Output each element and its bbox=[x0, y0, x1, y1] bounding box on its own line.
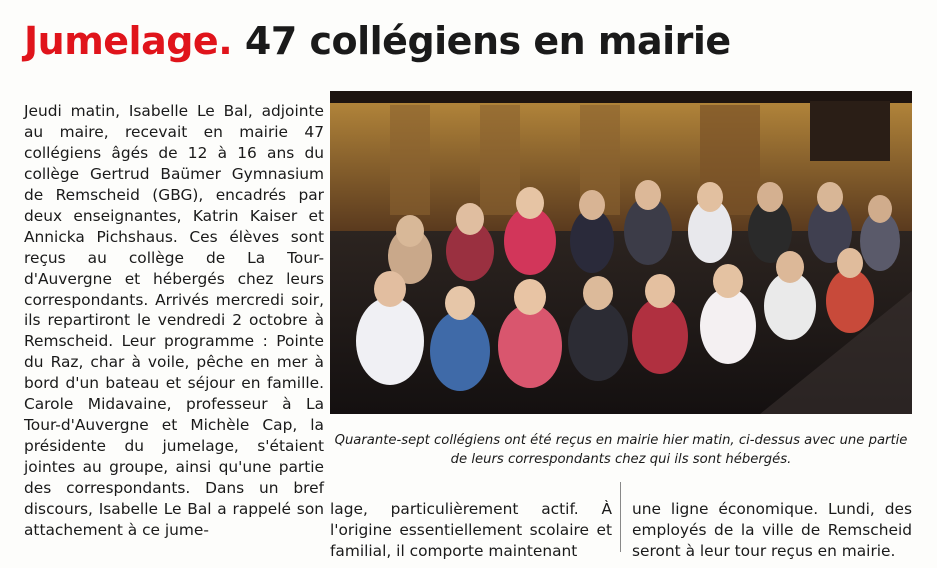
article-body-left-column: Jeudi matin, Isabelle Le Bal, adjointe au maire, recevait en mairie 47 collégiens âgés de 12 à 16 ans du collège Gertrud Baümer Gymnasium de Remscheid (GBG), encadrés par deux enseignantes, Katrin Kaiser et Annicka Pichshaus. Ces élèves sont reçus au collège de La Tour-d'Auvergne et hébergés chez leurs correspondants. Arrivés mercredi soir, ils repartiront le vendredi 2 octobre à Remscheid. Leur programme : Pointe du Raz, char à voile, pêche en mer à bord d'un bateau et séjour en famille. Carole Midavaine, professeur à La Tour-d'Auvergne et Michèle Cap, la présidente du jumelage, s'étaient jointes au groupe, ainsi qu'une partie des correspondants. Dans un bref discours, Isabelle Le Bal a rappelé son attachement à ce jume- bbox=[24, 102, 324, 539]
headline-title: 47 collégiens en mairie bbox=[244, 19, 731, 63]
headline bbox=[24, 19, 731, 63]
photo-caption: Quarante-sept collégiens ont été reçus en mairie hier matin, ci-dessus avec une partie de leurs correspondants chez qui ils sont hébergés. bbox=[334, 433, 908, 468]
group-photo bbox=[330, 91, 912, 414]
article-body-right-column: une ligne économique. Lundi, des employés de la ville de Remscheid seront à leur tour reçus en mairie. bbox=[632, 500, 912, 561]
column-divider bbox=[620, 482, 621, 552]
article-body-middle-column: lage, particulièrement actif. À l'origine essentiellement scolaire et familial, il comporte maintenant bbox=[330, 500, 612, 561]
headline-kicker: Jumelage. bbox=[24, 19, 233, 63]
